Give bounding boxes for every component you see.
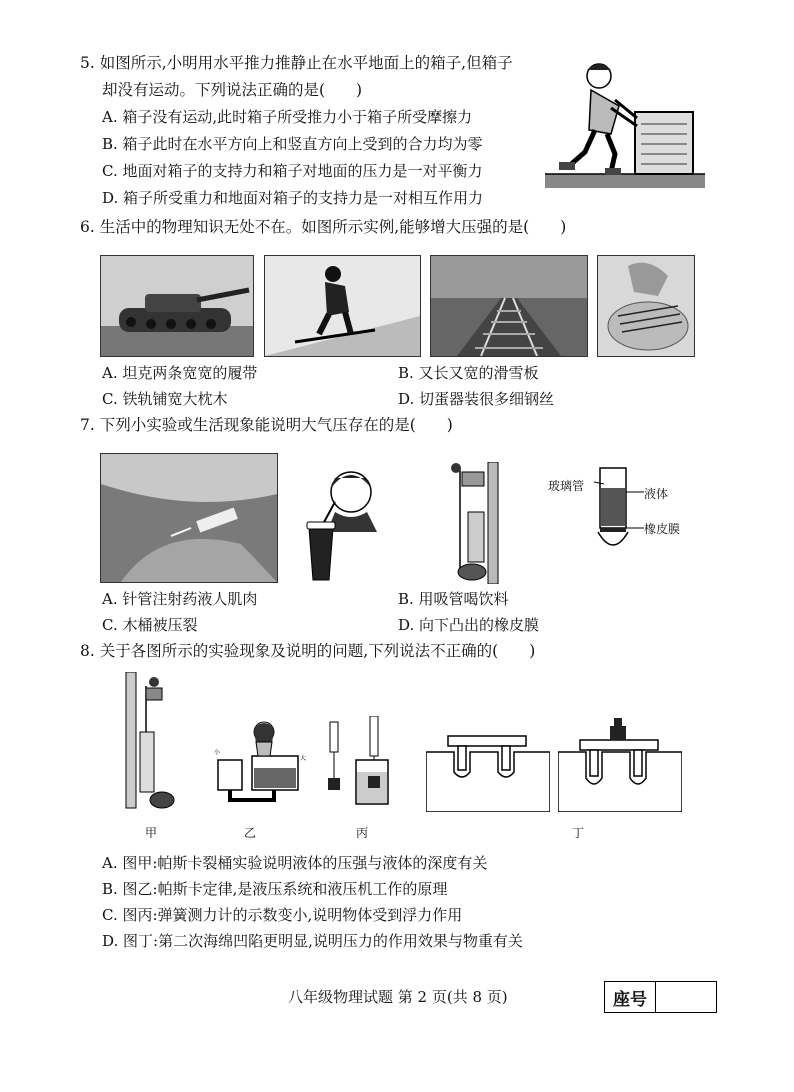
q6-option-d: D. 切蛋器装很多细钢丝 — [398, 390, 555, 408]
q6-tank-photo — [100, 255, 254, 357]
q7-rubber-membrane-tube-figure — [590, 462, 646, 562]
q7-membrane-label: 橡皮膜 — [644, 522, 681, 536]
q7-drinking-straw-figure — [305, 462, 385, 582]
q6-option-a: A. 坦克两条宽宽的履带 — [102, 364, 258, 382]
q8-option-d: D. 图丁:第二次海绵凹陷更明显,说明压力的作用效果与物重有关 — [102, 932, 523, 950]
q6-skier-photo — [264, 255, 421, 357]
q7-barrel-burst-figure — [432, 462, 512, 584]
q8-ding-sponge-figure-1 — [426, 700, 550, 812]
q8-caption-yi: 乙 — [244, 826, 257, 840]
seat-number-field[interactable] — [656, 982, 716, 1012]
q8-caption-bing: 丙 — [356, 826, 369, 840]
q8-option-c: C. 图丙:弹簧测力计的示数变小,说明物体受到浮力作用 — [102, 906, 463, 924]
q6-stem: 6. 生活中的物理知识无处不在。如图所示实例,能够增大压强的是( ) — [80, 218, 567, 236]
q8-jia-pascal-barrel-figure — [118, 672, 178, 812]
q8-yi-hydraulic-figure — [208, 720, 316, 808]
q7-option-c: C. 木桶被压裂 — [102, 616, 198, 634]
q6-railway-photo — [430, 255, 588, 357]
svg-text:小: 小 — [214, 749, 221, 756]
q7-glass-tube-label: 玻璃管 — [548, 479, 585, 493]
q5-boy-pushing-box-figure — [545, 56, 705, 188]
q7-option-a: A. 针管注射药液人肌肉 — [102, 590, 258, 608]
q5-option-d: D. 箱子所受重力和地面对箱子的支持力是一对相互作用力 — [102, 189, 484, 207]
seat-number-box — [604, 981, 717, 1013]
q8-option-b: B. 图乙:帕斯卡定律,是液压系统和液压机工作的原理 — [102, 880, 448, 898]
page-footer: 八年级物理试题 第 2 页(共 8 页) — [288, 988, 508, 1006]
q7-option-b: B. 用吸管喝饮料 — [398, 590, 509, 608]
q5-option-a: A. 箱子没有运动,此时箱子所受推力小于箱子所受摩擦力 — [102, 108, 473, 126]
q5-option-b: B. 箱子此时在水平方向上和竖直方向上受到的合力均为零 — [102, 135, 483, 153]
q8-caption-jia: 甲 — [145, 826, 158, 840]
seat-number-label: 座号 — [605, 982, 656, 1012]
q8-option-a: A. 图甲:帕斯卡裂桶实验说明液体的压强与液体的深度有关 — [102, 854, 488, 872]
q7-syringe-injection-photo — [100, 453, 278, 583]
q7-stem: 7. 下列小实验或生活现象能说明大气压存在的是( ) — [80, 416, 453, 434]
q8-caption-ding: 丁 — [572, 826, 585, 840]
q6-egg-slicer-photo — [597, 255, 695, 357]
q5-stem-line2: 却没有运动。下列说法正确的是( ) — [102, 81, 363, 99]
q6-option-b: B. 又长又宽的滑雪板 — [398, 364, 539, 382]
q8-stem: 8. 关于各图所示的实验现象及说明的问题,下列说法不正确的( ) — [80, 642, 536, 660]
q5-stem-line1: 5. 如图所示,小明用水平推力推静止在水平地面上的箱子,但箱子 — [80, 54, 513, 72]
q5-option-c: C. 地面对箱子的支持力和箱子对地面的压力是一对平衡力 — [102, 162, 483, 180]
q7-liquid-label: 液体 — [644, 487, 669, 501]
q6-option-c: C. 铁轨铺宽大枕木 — [102, 390, 228, 408]
svg-text:大: 大 — [300, 755, 307, 762]
q8-ding-sponge-figure-2 — [558, 700, 682, 812]
q7-option-d: D. 向下凸出的橡皮膜 — [398, 616, 540, 634]
q8-bing-spring-scale-figure — [320, 716, 390, 808]
